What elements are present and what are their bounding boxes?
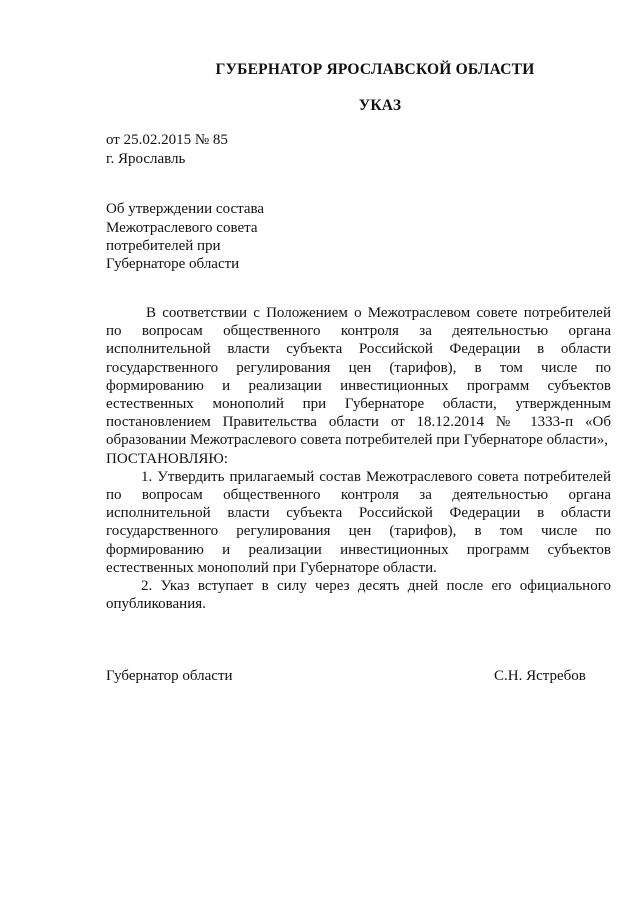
subject-line-1: Об утверждении состава — [106, 201, 265, 217]
signature-name: С.Н. Ястребов — [494, 668, 586, 684]
item-2-paragraph: 2. Указ вступает в силу через десять дней после его официального опубликования. — [106, 578, 611, 613]
subject-line-2: Межотраслевого совета — [106, 220, 258, 236]
document-date-number: от 25.02.2015 № 85 — [106, 132, 228, 148]
document-type: УКАЗ — [358, 97, 402, 114]
document-body — [106, 304, 611, 613]
subject-line-3: потребителей при — [106, 238, 221, 254]
item-1-paragraph: 1. Утвердить прилагаемый состав Межотраслевого совета потребителей по вопросам общественного контроля за деятельностью органа исполнительной власти субъекта Российской Федерации в области государственного регулирования цен (тарифов), в том числе по формированию и реализации инвестиционных программ субъектов естественных монополий при Губернаторе области. — [106, 468, 611, 576]
subject-line-4: Губернаторе области — [106, 256, 240, 272]
resolve-heading: ПОСТАНОВЛЯЮ: — [106, 450, 228, 467]
document-authority: ГУБЕРНАТОР ЯРОСЛАВСКОЙ ОБЛАСТИ — [215, 61, 535, 78]
signature-position: Губернатор области — [106, 668, 233, 684]
preamble-paragraph: В соответствии с Положением о Межотраслевом совете потребителей по вопросам общественного контроля за деятельностью органа исполнительной власти субъекта Российской Федерации в области государственного регулирования цен (тарифов), в том числе по формированию и реализации инвестиционных программ субъектов естественных монополий при Губернаторе области, утвержденным постановлением Правительства области от 18.12.2014 № 1333-п «Об образовании Межотраслевого совета потребителей при Губернаторе области», — [106, 305, 611, 449]
document-city: г. Ярославль — [106, 151, 186, 167]
